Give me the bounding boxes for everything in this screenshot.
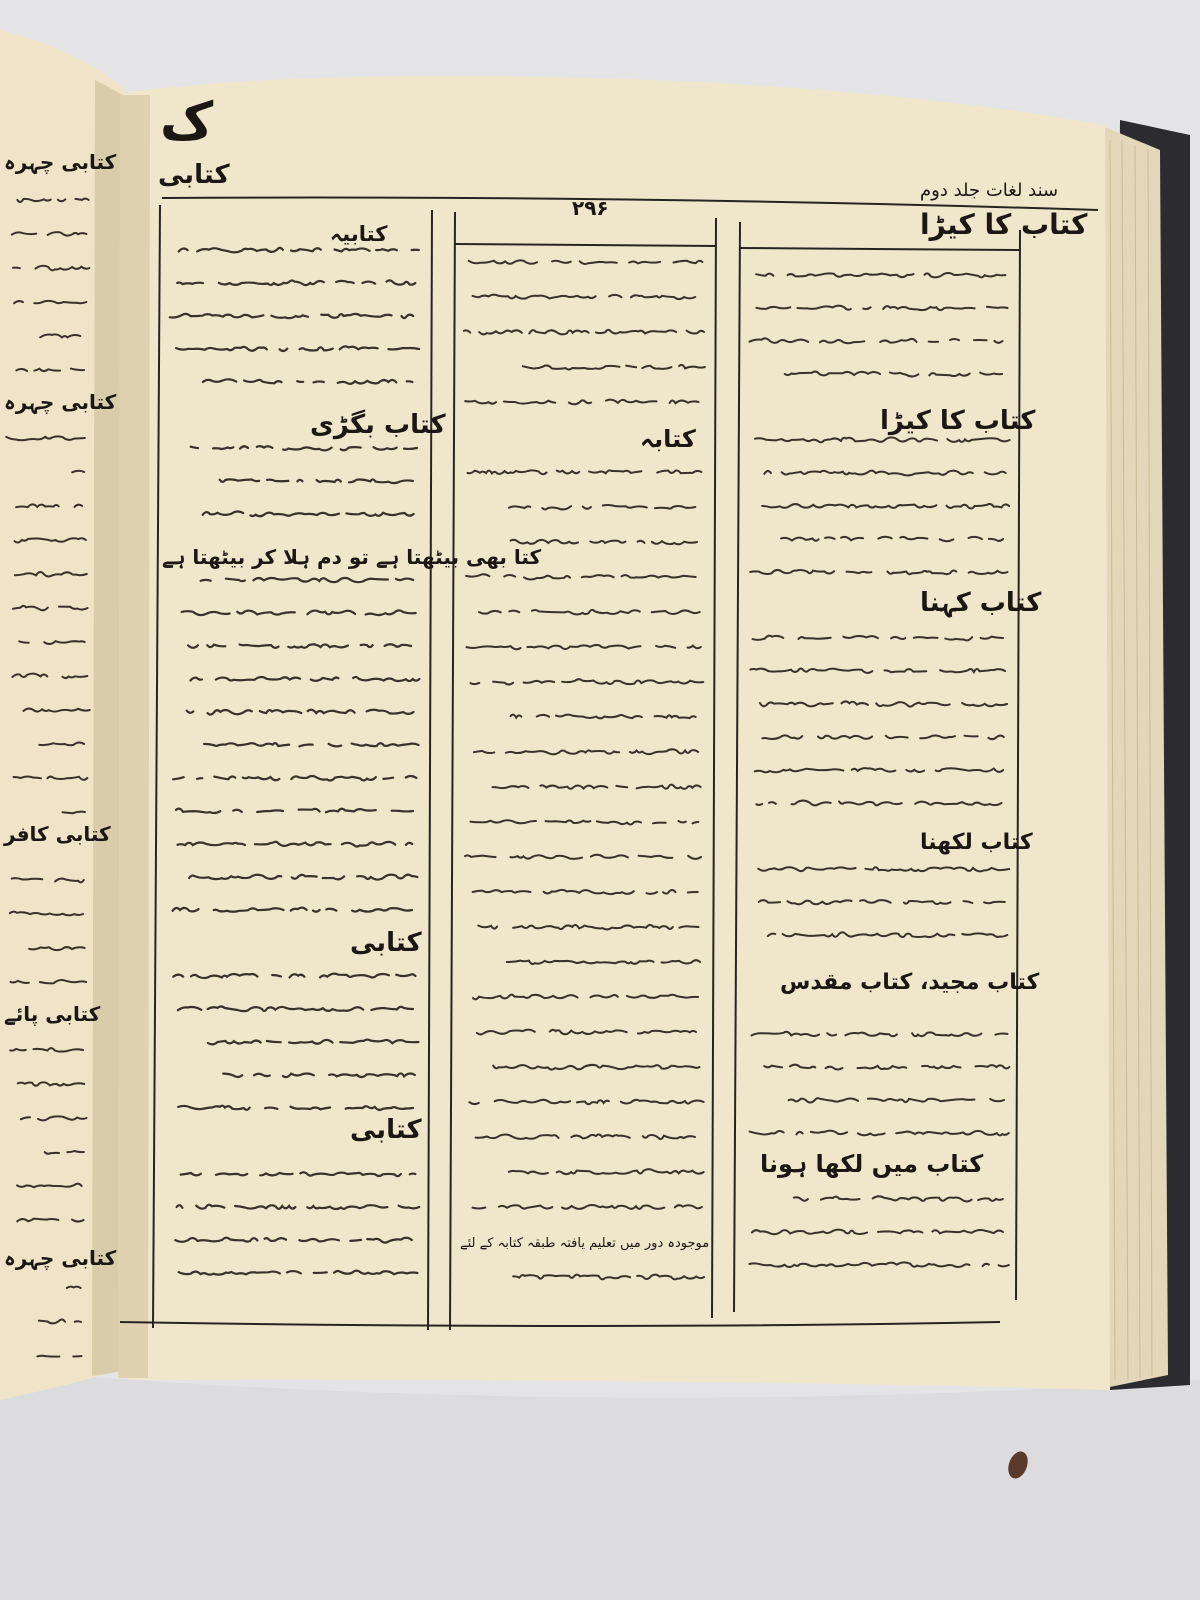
frag-headword-3: کتابی کافر (4, 822, 111, 846)
headword-right-3: کتاب لکھنا (920, 830, 1033, 855)
main-page (128, 76, 1110, 1390)
headword-right-1: کتاب کا کیڑا (880, 406, 1036, 436)
page-number: ۲۹۶ (572, 196, 609, 220)
frag-headword-1: کتابی چہرہ (4, 150, 117, 174)
page-edges (1100, 125, 1168, 1388)
section-letter: ک (160, 92, 214, 152)
headword-right-5: کتاب میں لکھا ہونا (760, 1150, 984, 1178)
headword-right-4: کتاب مجید، کتاب مقدس (780, 970, 1040, 995)
headword-left-3: کتا بھی بیٹھتا ہے تو دم ہلا کر بیٹھتا ہے (162, 545, 542, 569)
frag-headword-4: کتابی پائے (4, 1002, 101, 1026)
headword-left-1: کتابیہ (330, 222, 388, 246)
top-headword: کتاب کا کیڑا (920, 208, 1088, 241)
text-line (37, 1356, 81, 1357)
running-head-right: سند لغات جلد دوم (920, 180, 1059, 201)
headword-mid-1: کتابہ (640, 425, 696, 453)
text-line (67, 1287, 81, 1288)
headword-left-5: کتابی (350, 1115, 422, 1145)
headword-left-2: کتاب بگڑی (310, 410, 446, 440)
frag-headword-2: کتابی چہرہ (4, 390, 117, 414)
headword-right-2: کتاب کہنا (920, 588, 1042, 618)
frag-headword-5: کتابی چہرہ (4, 1246, 117, 1270)
running-head-left: کتابی (158, 160, 230, 190)
headword-mid-2: موجودہ دور میں تعلیم یافتہ طبقہ کتابہ کے لئے (460, 1236, 710, 1251)
headword-left-4: کتابی (350, 928, 422, 958)
